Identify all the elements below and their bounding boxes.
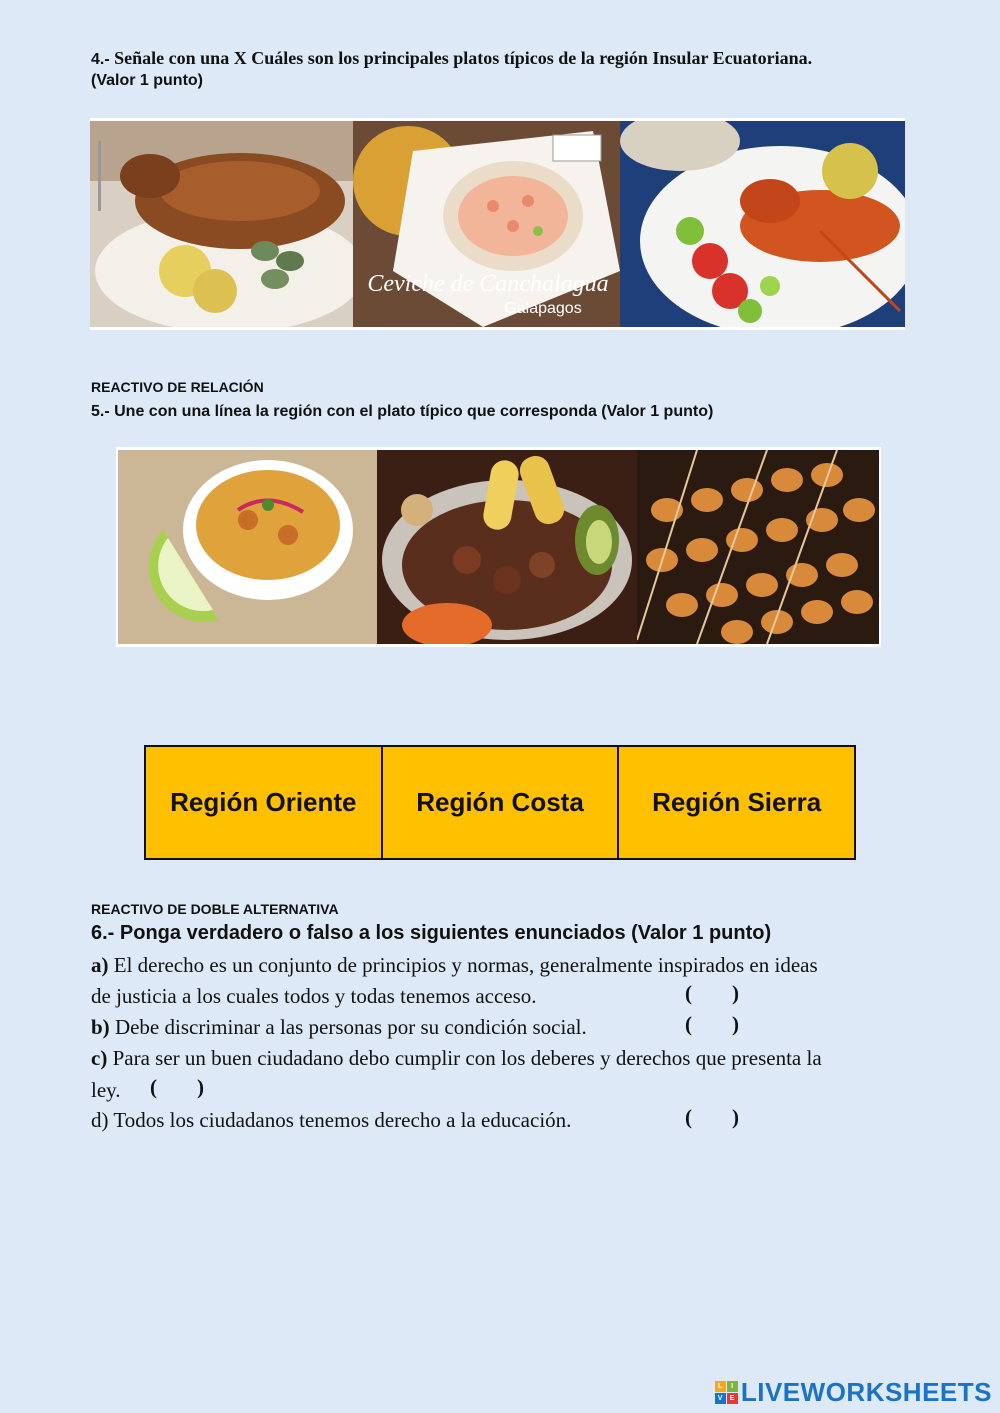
question-6-title: 6.- Ponga verdadero o falso a los siguientes enunciados (Valor 1 punto) (91, 922, 772, 944)
logo-mark-i: I (727, 1381, 738, 1392)
paren-open: ( (685, 1105, 692, 1129)
answer-slot-b[interactable] (685, 1012, 739, 1037)
region-table (144, 745, 856, 860)
section-label-relacion: REACTIVO DE RELACIÓN (91, 379, 264, 395)
liveworksheets-brand: LIVEWORKSHEETS (740, 1377, 992, 1407)
paren-close: ) (732, 1012, 739, 1036)
soup-dish-photo[interactable] (118, 450, 377, 644)
statement-a-line2: de justicia a los cuales todos y todas tenemos acceso. (91, 984, 537, 1008)
liveworksheets-logo[interactable] (715, 1377, 992, 1408)
ceviche-caption: Ceviche de Canchalagua (367, 271, 609, 297)
statement-b-letter: b) (91, 1015, 110, 1039)
logo-mark-e: E (727, 1393, 738, 1404)
region-oriente[interactable]: Región Oriente (146, 747, 383, 858)
region-sierra[interactable]: Región Sierra (652, 787, 822, 817)
statement-a-text: El derecho es un conjunto de principios y normas, generalmente inspirados en ideas (108, 953, 818, 977)
statement-a-letter: a) (91, 953, 109, 977)
paren-close: ) (732, 981, 739, 1005)
question-5-title: 5.- Une con una línea la región con el plato típico que corresponda (Valor 1 punto) (91, 403, 714, 420)
statement-c-line1 (91, 1043, 822, 1074)
ceviche-dish-photo[interactable] (353, 121, 620, 327)
chontacuro-skewers-photo[interactable] (637, 450, 879, 644)
logo-mark-l: L (715, 1381, 726, 1392)
liveworksheets-logo-icon (715, 1381, 738, 1404)
region-costa[interactable]: Región Costa (383, 747, 620, 858)
statement-b-text: Debe discriminar a las personas por su condición social. (109, 1015, 587, 1039)
logo-mark-v: V (715, 1393, 726, 1404)
paren-close: ) (732, 1105, 739, 1129)
question-4-text: Señale con una X Cuáles son los principales platos típicos de la región Insular Ecuatoriana. (109, 48, 813, 68)
question-4-value: (Valor 1 punto) (91, 72, 203, 89)
statement-b (91, 1012, 587, 1043)
question-5-photo-strip (116, 447, 881, 647)
fritada-dish-photo[interactable] (377, 450, 637, 644)
cuy-dish-photo[interactable] (90, 121, 353, 327)
statement-d-letter: d) (91, 1108, 109, 1132)
paren-open: ( (150, 1075, 157, 1099)
answer-slot-d[interactable] (685, 1105, 739, 1130)
question-4-number: 4.- (91, 51, 110, 68)
statement-d-text: Todos los ciudadanos tenemos derecho a la educación. (108, 1108, 572, 1132)
statement-c-letter: c) (91, 1046, 108, 1070)
answer-slot-c[interactable] (150, 1075, 204, 1100)
ceviche-subcaption: Galapagos (504, 300, 582, 317)
statement-c-line2: ley. (91, 1078, 121, 1102)
statement-d (91, 1105, 571, 1136)
statement-a-line1 (91, 950, 818, 981)
question-4-photo-strip (90, 118, 905, 330)
paren-close: ) (197, 1075, 204, 1099)
question-4-title (91, 46, 921, 72)
answer-slot-a[interactable] (685, 981, 739, 1006)
statement-c-text: Para ser un buen ciudadano debo cumplir con los deberes y derechos que presenta la (107, 1046, 822, 1070)
paren-open: ( (685, 981, 692, 1005)
lobster-dish-photo[interactable] (620, 121, 905, 327)
section-label-doble-alternativa: REACTIVO DE DOBLE ALTERNATIVA (91, 901, 339, 917)
paren-open: ( (685, 1012, 692, 1036)
